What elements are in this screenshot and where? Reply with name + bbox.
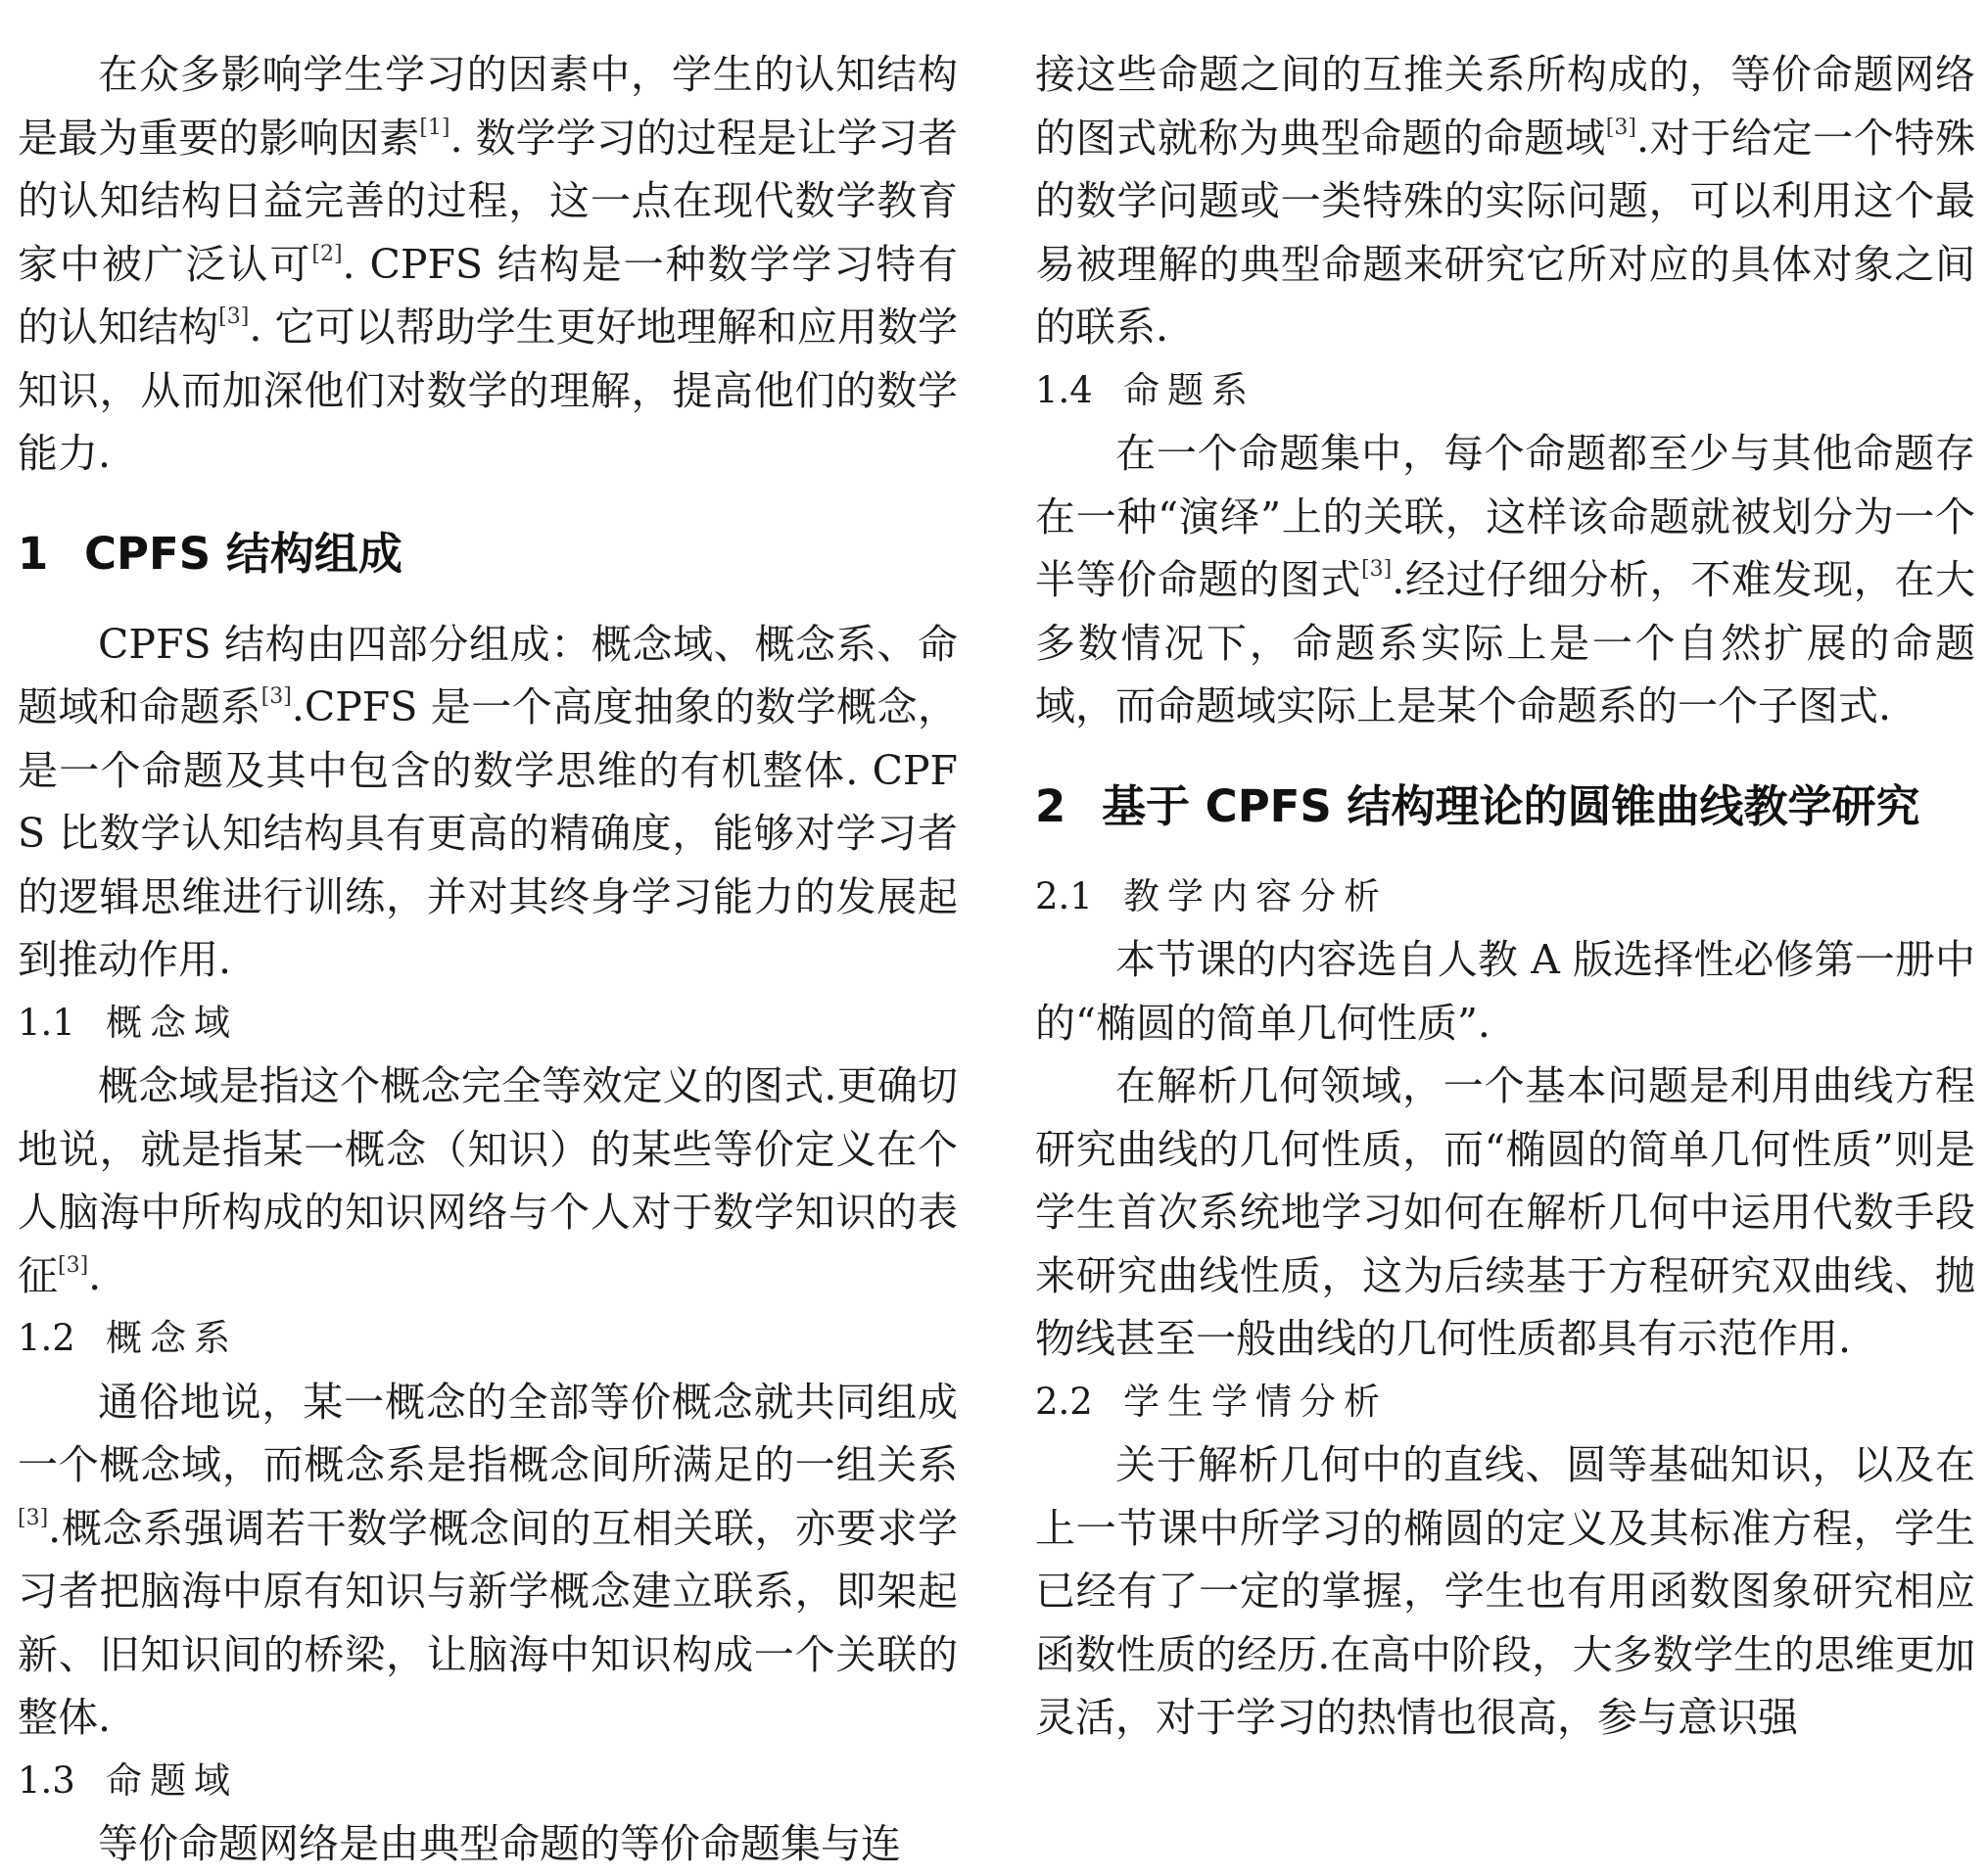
right-column (1035, 43, 1975, 1750)
section-number: 2 (1035, 779, 1066, 832)
subsection-1-3-paragraph-continued: 接这些命题之间的互推关系所构成的，等价命题网络的图式就称为典型命题的命题域[3].对于给定一个特殊的数学问题或一类特殊的实际问题，可以利用这个最易被理解的典型命题来研究它所对应的具体对象之间的联系. (1035, 51, 1975, 351)
citation: [2] (311, 241, 343, 266)
section-1-paragraph: CPFS 结构由四部分组成：概念域、概念系、命题域和命题系[3].CPFS 是一个高度抽象的数学概念，是一个命题及其中包含的数学思维的有机整体. CPFS 比数学认知结构具有更高的精确度，能够对学习者的逻辑思维进行训练，并对其终身学习能力的发展起到推动作用. (18, 620, 959, 983)
subsection-1-2-paragraph: 通俗地说，某一概念的全部等价概念就共同组成一个概念域，而概念系是指概念间所满足的一组关系[3].概念系强调若干数学概念间的互相关联，亦要求学习者把脑海中原有知识与新学概念建立联系，即架起新、旧知识间的桥梁，让脑海中知识构成一个关联的整体. (18, 1378, 958, 1741)
left-column (18, 43, 958, 1876)
subsection-1-4-heading: 1.4 命题系 (1035, 368, 1255, 411)
subsection-2-1-paragraph-1: 本节课的内容选自人教 A 版选择性必修第一册中的“椭圆的简单几何性质”. (1035, 936, 1975, 1047)
intro-paragraph: 在众多影响学生学习的因素中，学生的认知结构是最为重要的影响因素[1]. 数学学习的过程是让学习者的认知结构日益完善的过程，这一点在现代数学教育家中被广泛认可[2]. CPFS 结构是一种数学学习特有的认知结构[3]. 它可以帮助学生更好地理解和应用数学知识，从而加深他们对数学的理解，提高他们的数学能力. (18, 51, 959, 477)
subsection-1-2-heading: 1.2 概念系 (18, 1317, 238, 1359)
subsection-1-4-paragraph: 在一个命题集中，每个命题都至少与其他命题存在一种“演绎”上的关联，这样该命题就被划分为一个半等价命题的图式[3].经过仔细分析，不难发现，在大多数情况下，命题系实际上是一个自然扩展的命题域，而命题域实际上是某个命题系的一个子图式. (1035, 430, 1976, 729)
subsection-2-2-paragraph: 关于解析几何中的直线、圆等基础知识，以及在上一节课中所学习的椭圆的定义及其标准方程，学生已经有了一定的掌握，学生也有用函数图象研究相应函数性质的经历.在高中阶段，大多数学生的思维更加灵活，对于学习的热情也很高，参与意识强 (1035, 1441, 1975, 1741)
subsection-1-3-heading: 1.3 命题域 (18, 1759, 238, 1802)
section-1-heading (18, 507, 958, 601)
subsection-2-2-heading: 2.2 学生学情分析 (1035, 1380, 1388, 1423)
citation: [3] (260, 684, 292, 709)
subsection-2-1-paragraph-2: 在解析几何领域，一个基本问题是利用曲线方程研究曲线的几何性质，而“椭圆的简单几何性质”则是学生首次系统地学习如何在解析几何中运用代数手段来研究曲线性质，这为后续基于方程研究双曲线、抛物线甚至一般曲线的几何性质都具有示范作用. (1035, 1062, 1975, 1362)
section-title: CPFS 结构组成 (84, 527, 402, 580)
citation: [3] (218, 305, 250, 329)
citation: [3] (58, 1252, 89, 1278)
section-number: 1 (18, 527, 49, 580)
citation: [3] (1605, 115, 1636, 140)
citation: [3] (1361, 557, 1393, 582)
citation: [1] (419, 115, 450, 140)
subsection-1-3-paragraph-start: 等价命题网络是由典型命题的等价命题集与连 (98, 1820, 901, 1867)
subsection-2-1-heading: 2.1 教学内容分析 (1035, 874, 1388, 917)
section-title: 基于 CPFS 结构理论的圆锥曲线教学研究 (1102, 779, 1920, 832)
section-2-heading (1035, 760, 1975, 854)
subsection-1-1-heading: 1.1 概念域 (18, 1001, 238, 1044)
citation: [3] (18, 1505, 49, 1530)
subsection-1-1-paragraph: 概念域是指这个概念完全等效定义的图式.更确切地说，就是指某一概念（知识）的某些等价定义在个人脑海中所构成的知识网络与个人对于数学知识的表征[3]. (18, 1062, 958, 1299)
